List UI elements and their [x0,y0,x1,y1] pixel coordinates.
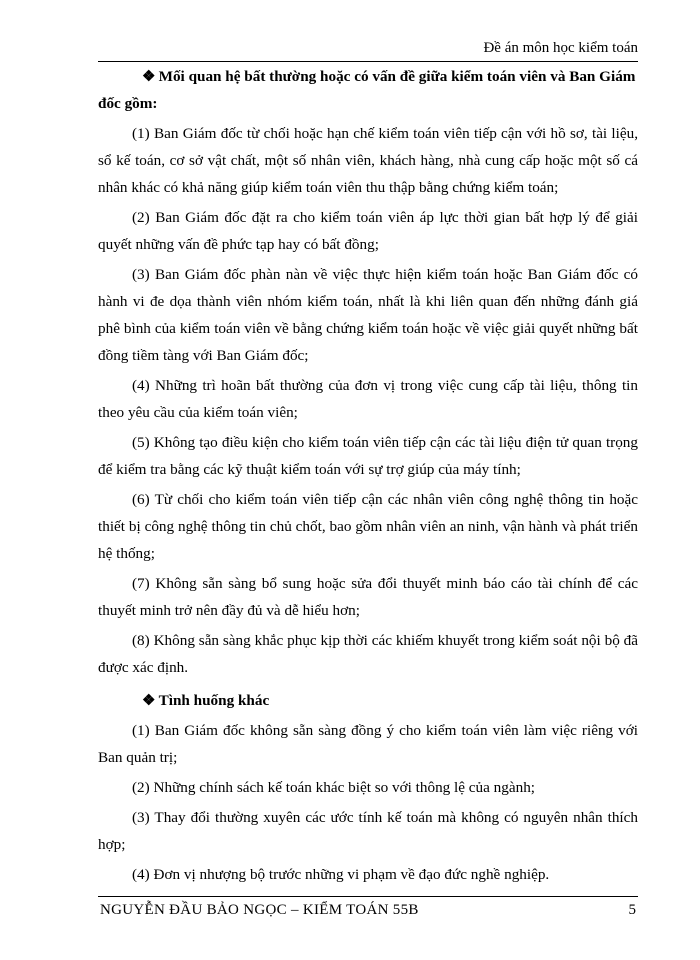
section-heading-text: Mối quan hệ bất thường hoặc có vấn đề giữa kiểm toán viên và Ban Giám đốc gồm: [98,68,636,112]
footer-author: NGUYỄN ĐẦU BẢO NGỌC – KIỂM TOÁN 55B [100,902,419,918]
page-content [98,63,638,888]
list-item: (3) Thay đổi thường xuyên các ước tính kế toán mà không có nguyên nhân thích hợp; [98,809,638,853]
list-item: (2) Những chính sách kế toán khác biệt so với thông lệ của ngành; [132,779,536,796]
header-divider [98,61,638,62]
list-item: (8) Không sẵn sàng khắc phục kịp thời các khiếm khuyết trong kiểm soát nội bộ đã được xác định. [98,632,638,676]
list-item: (2) Ban Giám đốc đặt ra cho kiểm toán viên áp lực thời gian bất hợp lý để giải quyết những vấn đề phức tạp hay có bất đồng; [98,209,638,253]
list-item: (7) Không sẵn sàng bổ sung hoặc sửa đổi thuyết minh báo cáo tài chính để các thuyết minh trở nên đầy đủ và dễ hiểu hơn; [98,575,638,619]
list-item: (4) Những trì hoãn bất thường của đơn vị trong việc cung cấp tài liệu, thông tin theo yêu cầu của kiểm toán viên; [98,377,638,421]
header-title: Đề án môn học kiểm toán [483,40,638,56]
section-heading [98,688,638,714]
footer-divider [98,896,638,897]
list-item: (6) Từ chối cho kiểm toán viên tiếp cận các nhân viên công nghệ thông tin hoặc thiết bị công nghệ thông tin chủ chốt, bao gồm nhân viên an ninh, vận hành và phát triển hệ thống; [98,491,638,562]
list-item: (4) Đơn vị nhượng bộ trước những vi phạm về đạo đức nghề nghiệp. [132,866,550,883]
section-heading-text: Tình huống khác [158,692,270,709]
page-number: 5 [628,902,636,918]
section-heading [98,63,638,117]
list-item: (1) Ban Giám đốc không sẵn sàng đồng ý cho kiểm toán viên làm việc riêng với Ban quản trị; [98,722,638,766]
list-item: (5) Không tạo điều kiện cho kiểm toán viên tiếp cận các tài liệu điện tử quan trọng để kiểm tra bằng các kỹ thuật kiểm toán với sự trợ giúp của máy tính; [98,434,638,478]
diamond-bullet-icon: ❖ [142,68,156,85]
list-item: (3) Ban Giám đốc phàn nàn về việc thực hiện kiểm toán hoặc Ban Giám đốc có hành vi đe dọa thành viên nhóm kiểm toán, nhất là khi liên quan đến những đánh giá phê bình của kiểm toán viên về bằng chứng kiểm toán hoặc về việc giải quyết những bất đồng tiềm tàng với Ban Giám đốc; [98,266,638,364]
list-item: (1) Ban Giám đốc từ chối hoặc hạn chế kiểm toán viên tiếp cận với hồ sơ, tài liệu, sổ kế toán, cơ sở vật chất, một số nhân viên, khách hàng, nhà cung cấp hoặc một số cá nhân khác có khả năng giúp kiểm toán viên thu thập bằng chứng kiểm toán; [98,125,638,196]
diamond-bullet-icon: ❖ [142,692,156,709]
